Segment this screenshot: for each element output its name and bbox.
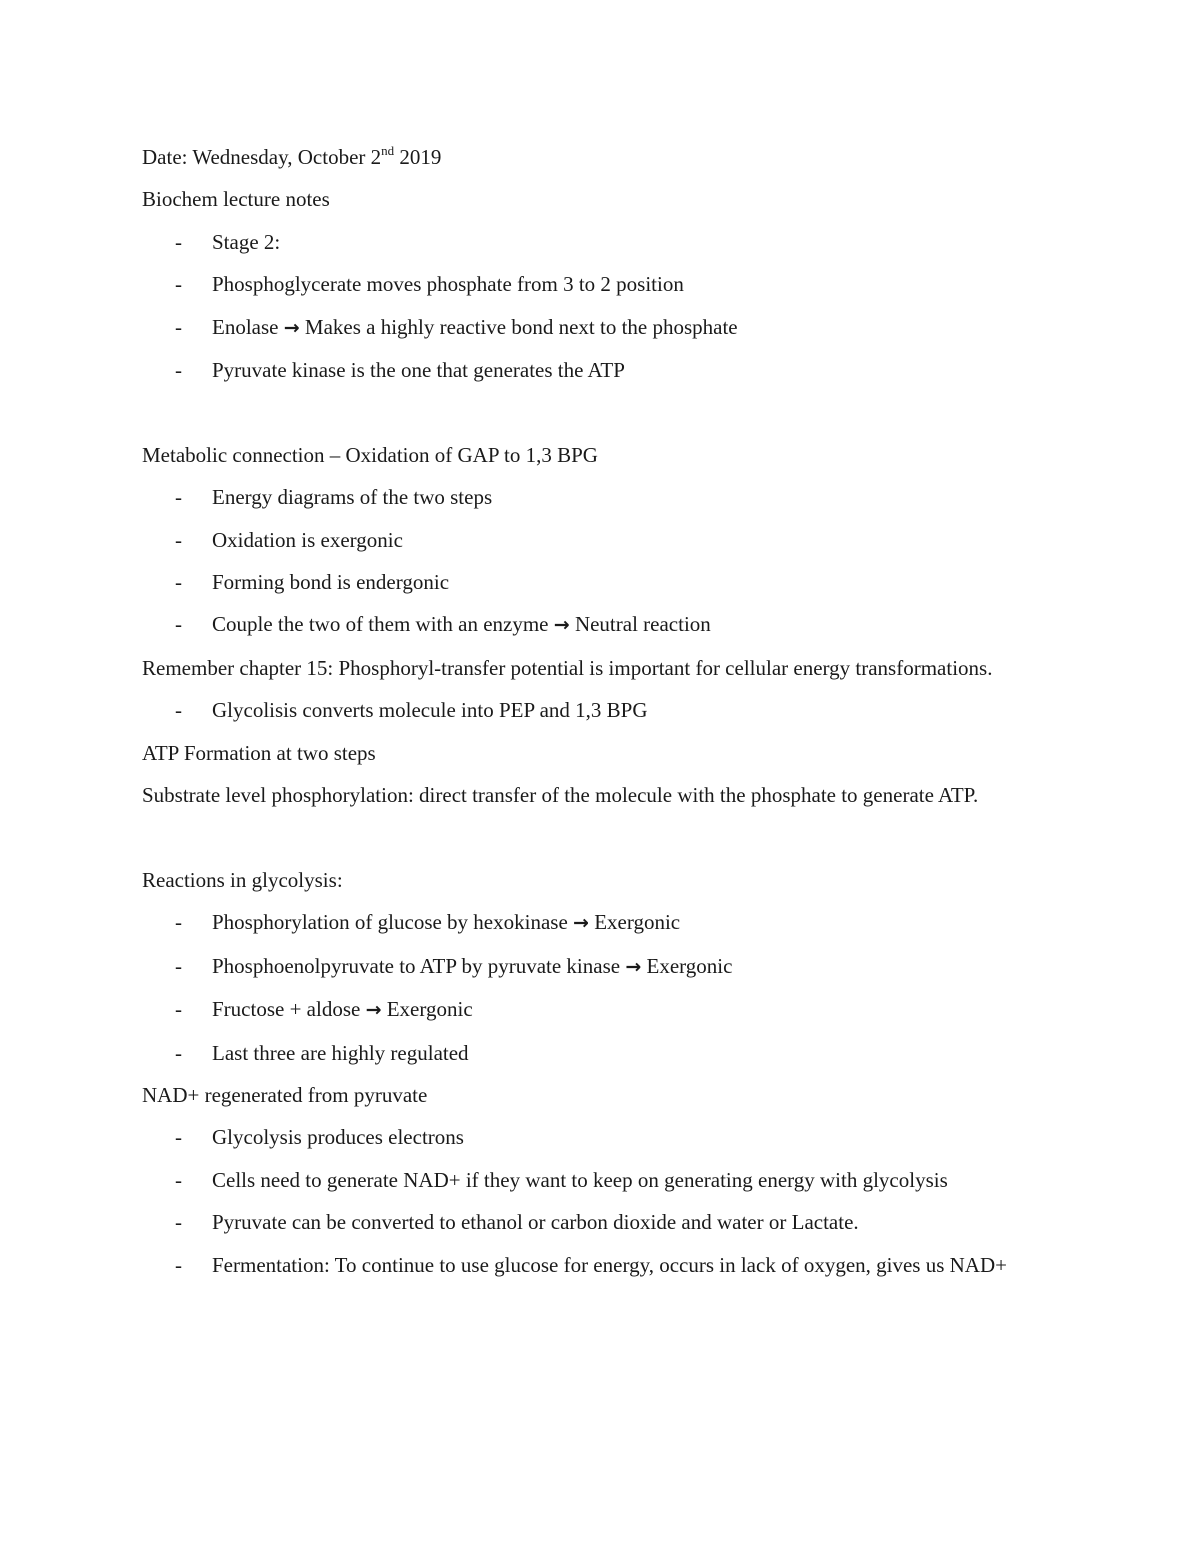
- list-item: [142, 1244, 1058, 1286]
- bullet-dash: -: [175, 1125, 182, 1150]
- right-arrow-icon: →: [365, 999, 382, 1022]
- bullet-dash: -: [175, 612, 182, 637]
- list-item-text: Exergonic: [381, 997, 473, 1022]
- right-arrow-icon: →: [573, 912, 589, 935]
- date-ordinal-suffix: nd: [381, 143, 395, 158]
- list-item: [142, 689, 1058, 731]
- bullet-dash: -: [175, 1040, 182, 1065]
- right-arrow-icon: →: [625, 955, 642, 978]
- bullet-dash: -: [175, 358, 182, 383]
- right-arrow-icon: →: [553, 614, 570, 637]
- list-item-text: Phosphoglycerate moves phosphate from 3 to 2 position: [212, 272, 684, 297]
- list-item-text: Phosphoenolpyruvate to ATP by pyruvate kinase: [212, 953, 626, 978]
- bullet-dash: -: [175, 229, 182, 254]
- list-item-text: Exergonic: [588, 910, 681, 935]
- date-line: [142, 136, 1058, 178]
- list-item: [142, 901, 1058, 944]
- list-item-text: Enolase: [212, 314, 284, 339]
- list-item-text: Makes a highly reactive bond next to the phosphate: [299, 314, 738, 339]
- list-item: [142, 603, 1058, 646]
- bullet-dash: -: [175, 997, 182, 1022]
- document-page: [142, 136, 1058, 1286]
- list-item-text: Energy diagrams of the two steps: [212, 485, 493, 510]
- list-item: [142, 1116, 1058, 1158]
- bullet-dash: -: [175, 910, 182, 935]
- section-heading: ATP Formation at two steps: [142, 740, 376, 765]
- paragraph-remember: Remember chapter 15: Phosphoryl-transfer potential is important for cellular energy transformations.: [142, 655, 993, 680]
- list-item: [142, 988, 1058, 1031]
- bullet-dash: -: [175, 1252, 182, 1277]
- paragraph-substrate: Substrate level phosphorylation: direct transfer of the molecule with the phosphate to generate ATP.: [142, 783, 979, 808]
- date-text: Date: Wednesday, October 2: [142, 145, 382, 169]
- list-item: [142, 561, 1058, 603]
- document-title: Biochem lecture notes: [142, 187, 330, 212]
- list-item: [142, 1201, 1058, 1243]
- list-item-text: Glycolisis converts molecule into PEP and 1,3 BPG: [212, 698, 648, 723]
- list-item: [142, 349, 1058, 391]
- section-heading: Metabolic connection – Oxidation of GAP to 1,3 BPG: [142, 442, 598, 467]
- bullet-dash: -: [175, 485, 182, 510]
- list-item: [142, 221, 1058, 263]
- bullet-dash: -: [175, 570, 182, 595]
- bullet-dash: -: [175, 272, 182, 297]
- list-item-text: Neutral reaction: [569, 612, 711, 637]
- bullet-dash: -: [175, 1210, 182, 1235]
- list-item: [142, 306, 1058, 349]
- section-heading: NAD+ regenerated from pyruvate: [142, 1082, 428, 1107]
- date-year: 2019: [394, 145, 442, 169]
- list-item: [142, 1032, 1058, 1074]
- bullet-dash: -: [175, 1167, 182, 1192]
- list-item: [142, 263, 1058, 305]
- list-item-text: Pyruvate kinase is the one that generates the ATP: [212, 358, 625, 383]
- list-item-text: Cells need to generate NAD+ if they want to keep on generating energy with glycolysis: [212, 1167, 948, 1192]
- list-item: [142, 1159, 1058, 1201]
- bullet-dash: -: [175, 314, 182, 339]
- list-item-text: Forming bond is endergonic: [212, 570, 450, 595]
- list-item-text: Couple the two of them with an enzyme: [212, 612, 554, 637]
- bullet-dash: -: [175, 527, 182, 552]
- list-item-text: Exergonic: [641, 953, 733, 978]
- list-item-text: Fermentation: To continue to use glucose for energy, occurs in lack of oxygen, gives us NAD+: [212, 1252, 1007, 1277]
- list-item: [142, 945, 1058, 988]
- bullet-dash: -: [175, 953, 182, 978]
- list-item-text: Stage 2:: [212, 229, 281, 254]
- list-item-text: Last three are highly regulated: [212, 1040, 469, 1065]
- list-item-text: Pyruvate can be converted to ethanol or carbon dioxide and water or Lactate.: [212, 1210, 859, 1235]
- list-item: [142, 476, 1058, 518]
- list-item-text: Glycolysis produces electrons: [212, 1125, 464, 1150]
- list-item-text: Oxidation is exergonic: [212, 527, 403, 552]
- list-item-text: Fructose + aldose: [212, 997, 366, 1022]
- right-arrow-icon: →: [283, 316, 300, 339]
- blank-line: [142, 816, 1058, 858]
- list-item-text: Phosphorylation of glucose by hexokinase: [212, 910, 574, 935]
- section-heading: Reactions in glycolysis:: [142, 867, 343, 892]
- bullet-dash: -: [175, 698, 182, 723]
- list-item: [142, 519, 1058, 561]
- blank-line: [142, 391, 1058, 433]
